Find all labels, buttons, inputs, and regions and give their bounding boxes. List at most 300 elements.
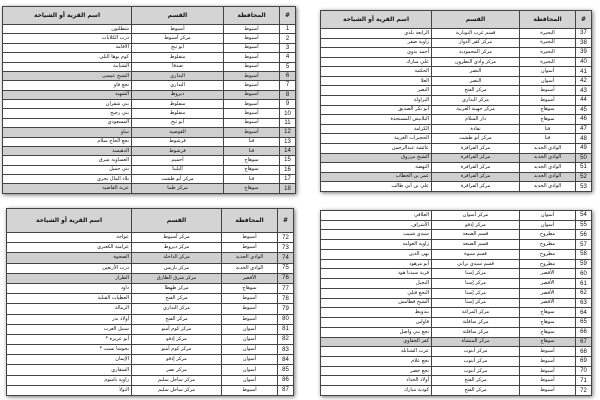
table-row: [321, 76, 592, 86]
table-row: [3, 175, 296, 184]
department-cell: مركز الفرافرة: [432, 153, 520, 163]
village-cell: الصحوة: [7, 253, 132, 263]
row-number: 40: [576, 57, 592, 67]
row-number: 65: [576, 318, 592, 328]
row-number: 75: [278, 263, 294, 273]
table-row: [321, 105, 592, 115]
row-number: 17: [280, 175, 296, 184]
governorate-cell: أسيوط: [520, 86, 576, 96]
table-row: [321, 318, 592, 328]
village-cell: الكرامة: [321, 124, 432, 134]
village-cell: نجع خضر: [321, 366, 432, 376]
governorate-cell: مطروح: [520, 249, 576, 259]
village-cell: الإيمان: [7, 355, 132, 365]
village-cell: عرب الشنابلة: [321, 347, 432, 357]
table-panel-37-53: [320, 10, 592, 192]
department-cell: مركز الداخلة: [132, 253, 222, 263]
table-row: [321, 38, 592, 48]
governorate-cell: سوهاج: [224, 184, 280, 194]
governorate-cell: أسوان: [520, 211, 576, 221]
governorate-cell: الوادي الجديد: [520, 182, 576, 192]
village-cell: عواجة: [7, 233, 132, 243]
village-cell: الدهيسة: [3, 146, 132, 155]
governorate-cell: أسيوط: [520, 96, 576, 106]
department-cell: النصر: [432, 67, 520, 77]
table-row: [7, 345, 294, 355]
villages-table-72-87: [6, 208, 294, 396]
village-cell: العلا: [321, 76, 432, 86]
table-row: [3, 62, 296, 71]
table-row: [3, 25, 296, 34]
governorate-cell: أسيوط: [520, 376, 576, 386]
governorate-cell: مطروح: [520, 259, 576, 269]
village-cell: الحجيرات الغربية: [321, 134, 432, 144]
table-row: [321, 366, 592, 376]
governorate-cell: سوهاج: [224, 156, 280, 165]
table-row: [321, 29, 592, 39]
village-cell: النجع قبلي: [321, 288, 432, 298]
department-cell: مركز ساحل سليم: [132, 375, 222, 385]
governorate-cell: أسيوط: [224, 25, 280, 34]
governorate-cell: أسيوط: [222, 233, 278, 243]
governorate-cell: الوادي الجديد: [222, 253, 278, 263]
village-cell: درب الكلابات: [3, 34, 132, 43]
village-cell: بهى الدين: [321, 249, 432, 259]
col-header-department: القسم: [132, 209, 222, 233]
village-cell: البراولة: [321, 96, 432, 106]
department-cell: مركز طهطا: [132, 283, 222, 293]
row-number: 12: [280, 128, 296, 137]
governorate-cell: أسوان: [222, 324, 278, 334]
table-row: [3, 34, 296, 43]
governorate-cell: أسيوط: [222, 243, 278, 253]
row-number: 18: [280, 184, 296, 194]
table-row: [321, 308, 592, 318]
row-number: 53: [576, 182, 592, 192]
department-cell: أبو تيج: [132, 118, 224, 127]
row-number: 72: [278, 233, 294, 243]
village-cell: الزمالة: [7, 304, 132, 314]
row-number: 47: [576, 124, 592, 134]
village-cell: بني حميل: [3, 165, 132, 174]
village-cell: سيدي شبيب: [321, 230, 432, 240]
village-cell: قاولين: [321, 318, 432, 328]
col-header-village: اسم القرية أو الشياخة: [7, 209, 132, 233]
department-cell: مركز الفرافرة: [432, 143, 520, 153]
village-cell: النجيل: [321, 279, 432, 289]
department-cell: مركز أبنوب: [432, 357, 520, 367]
governorate-cell: أسيوط: [520, 366, 576, 376]
village-cell: الشيخ قطامش: [321, 298, 432, 308]
village-cell: بحوشا نسب *: [7, 345, 132, 355]
governorate-cell: أسوان: [222, 355, 278, 365]
department-cell: مركز إسنا: [432, 298, 520, 308]
department-cell: مركز إدفو: [432, 220, 520, 230]
table-row: [7, 294, 294, 304]
department-cell: مركز وادي النطرون: [432, 57, 520, 67]
table-row: [321, 327, 592, 337]
table-row: [3, 156, 296, 165]
department-cell: النصر: [432, 76, 520, 86]
table-row: [321, 357, 592, 367]
table-row: [3, 146, 296, 155]
table-panel-72-87: [6, 208, 294, 396]
row-number: 68: [576, 347, 592, 357]
table-row: [321, 249, 592, 259]
row-number: 3: [280, 43, 296, 52]
department-cell: مركز الفتح: [432, 86, 520, 96]
governorate-cell: سوهاج: [520, 115, 576, 125]
table-row: [321, 115, 592, 125]
row-number: 42: [576, 76, 592, 86]
table-row: [3, 53, 296, 62]
governorate-cell: سوهاج: [222, 283, 278, 293]
row-number: 62: [576, 288, 592, 298]
governorate-cell: أسوان: [520, 220, 576, 230]
governorate-cell: سوهاج: [520, 105, 576, 115]
governorate-cell: سوهاج: [520, 318, 576, 328]
row-number: 37: [576, 29, 592, 39]
governorate-cell: سوهاج: [520, 337, 576, 347]
table-row: [7, 263, 294, 273]
department-cell: مركز شرق الطارق: [132, 273, 222, 283]
governorate-cell: أسيوط: [224, 71, 280, 80]
villages-table-1-18: [2, 6, 296, 194]
village-cell: العطيات القبلية: [7, 294, 132, 304]
row-number: 51: [576, 163, 592, 173]
department-cell: مركز أسوان: [432, 211, 520, 221]
row-number: 5: [280, 62, 296, 71]
row-number: 69: [576, 357, 592, 367]
table-row: [3, 109, 296, 118]
village-cell: كفر الحقاوي: [321, 337, 432, 347]
village-cell: الرابعة بلدي: [321, 29, 432, 39]
row-number: 15: [280, 156, 296, 165]
governorate-cell: أسيوط: [224, 34, 280, 43]
department-cell: مركز أبنوب: [432, 366, 520, 376]
governorate-cell: سوهاج: [520, 327, 576, 337]
col-header-number: #: [278, 209, 294, 233]
department-cell: مركز إسنا: [432, 288, 520, 298]
table-body: [321, 211, 592, 396]
table-row: [7, 355, 294, 365]
table-row: [3, 90, 296, 99]
department-cell: مركز كفر الدوار: [432, 38, 520, 48]
table-row: [3, 128, 296, 137]
village-cell: الأشراف: [321, 220, 432, 230]
table-body: [321, 29, 592, 192]
governorate-cell: أسيوط: [224, 53, 280, 62]
table-row: [3, 118, 296, 127]
department-cell: مركز المنشأة: [432, 337, 520, 347]
governorate-cell: مطروح: [520, 240, 576, 250]
village-cell: النهضة: [321, 163, 432, 173]
department-cell: ديروط: [132, 90, 224, 99]
village-cell: نجع بني واصل: [321, 327, 432, 337]
department-cell: مركز الفرافرة: [432, 163, 520, 173]
governorate-cell: قنا: [520, 124, 576, 134]
department-cell: مركز البداري: [132, 304, 222, 314]
village-cell: الشيخ مرزوق: [321, 153, 432, 163]
table-row: [3, 100, 296, 109]
row-number: 85: [278, 365, 294, 375]
department-cell: مركز البداري: [432, 96, 520, 106]
department-cell: دار السلام: [432, 115, 520, 125]
department-cell: أسيوط: [132, 25, 224, 34]
row-number: 55: [576, 220, 592, 230]
table-row: [321, 259, 592, 269]
governorate-cell: الوادي الجديد: [520, 172, 576, 182]
department-cell: مركز الفتح: [432, 376, 520, 386]
village-cell: أولاد الحداد: [321, 376, 432, 386]
governorate-cell: أسيوط: [222, 304, 278, 314]
governorate-cell: الأقصر: [520, 288, 576, 298]
table-row: [3, 71, 296, 80]
row-number: 50: [576, 153, 592, 163]
village-cell: الحكمة: [321, 67, 432, 77]
row-number: 67: [576, 337, 592, 347]
village-cell: أبو بكر الصديق: [321, 105, 432, 115]
department-cell: مركز الفتح: [432, 386, 520, 396]
department-cell: مركز أسيوط: [132, 34, 224, 43]
row-number: 7: [280, 81, 296, 90]
governorate-cell: أسيوط: [222, 314, 278, 324]
table-body: [3, 25, 296, 194]
village-cell: عزبة القاضية: [3, 184, 132, 194]
department-cell: مركز الفرافرة: [432, 182, 520, 192]
table-row: [321, 182, 592, 192]
row-number: 48: [576, 134, 592, 144]
table-row: [321, 347, 592, 357]
department-cell: مركز أبو طشت: [132, 175, 224, 184]
village-cell: الشيخ عيسى: [3, 71, 132, 80]
governorate-cell: الوادي الجديد: [222, 263, 278, 273]
governorate-cell: أسوان: [520, 67, 576, 77]
village-cell: السقاري: [7, 365, 132, 375]
table-row: [321, 143, 592, 153]
row-number: 9: [280, 100, 296, 109]
table-row: [321, 220, 592, 230]
table-row: [321, 67, 592, 77]
table-row: [3, 81, 296, 90]
governorate-cell: أسيوط: [224, 43, 280, 52]
table-body: [7, 233, 294, 396]
village-cell: تجع فاو: [3, 81, 132, 90]
row-number: 84: [278, 355, 294, 365]
table-row: [7, 253, 294, 263]
department-cell: البداري: [132, 71, 224, 80]
table-row: [321, 163, 592, 173]
village-cell: بلاد المال بحري: [3, 175, 132, 184]
col-header-department: القسم: [132, 7, 224, 25]
governorate-cell: أسوان: [222, 365, 278, 375]
village-cell: بني شقران: [3, 100, 132, 109]
row-number: 13: [280, 137, 296, 146]
table-row: [321, 298, 592, 308]
row-number: 46: [576, 115, 592, 125]
row-number: 79: [278, 304, 294, 314]
governorate-cell: الأقصر: [520, 269, 576, 279]
table-row: [7, 375, 294, 385]
col-header-governorate: المحافظة: [520, 11, 576, 29]
department-cell: مركز كوم أمبو: [132, 345, 222, 355]
village-cell: عائشة عبدالرحمن: [321, 143, 432, 153]
department-cell: مركز الفرافرة: [432, 172, 520, 182]
row-number: 80: [278, 314, 294, 324]
village-cell: أولاد بدر: [7, 314, 132, 324]
row-number: 14: [280, 146, 296, 155]
department-cell: مركز إدفو: [132, 334, 222, 344]
table-row: [7, 233, 294, 243]
row-number: 74: [278, 253, 294, 263]
village-cell: بندويط: [321, 308, 432, 318]
village-cell: كوم بوها البلي: [3, 53, 132, 62]
village-cell: نجع الحاج سلام: [3, 137, 132, 146]
department-cell: مركز المراغة: [432, 308, 520, 318]
table-row: [321, 279, 592, 289]
village-cell: أبو مرهود: [321, 259, 432, 269]
table-row: [321, 230, 592, 240]
row-number: 56: [576, 230, 592, 240]
governorate-cell: أسيوط: [224, 81, 280, 90]
row-number: 83: [278, 345, 294, 355]
governorate-cell: أسيوط: [224, 90, 280, 99]
village-cell: كودية مبارك: [321, 386, 432, 396]
governorate-cell: البحيرة: [520, 38, 576, 48]
governorate-cell: أسيوط: [224, 100, 280, 109]
col-header-governorate: المحافظة: [222, 209, 278, 233]
table-row: [7, 304, 294, 314]
table-row: [3, 43, 296, 52]
governorate-cell: أسيوط: [224, 109, 280, 118]
table-row: [321, 96, 592, 106]
department-cell: أخميم: [132, 156, 224, 165]
col-header-village: اسم القرية أو الشياخة: [321, 11, 432, 29]
row-number: 54: [576, 211, 592, 221]
department-cell: مركز ساحل سليم: [132, 385, 222, 395]
department-cell: مركز طما: [132, 184, 224, 194]
governorate-cell: البحيرة: [520, 48, 576, 58]
table-panel-54-72: [320, 210, 592, 396]
governorate-cell: قنا: [224, 137, 280, 146]
department-cell: فرشوط: [132, 137, 224, 146]
governorate-cell: قنا: [224, 146, 280, 155]
village-cell: زاوية العوامة: [321, 240, 432, 250]
table-row: [321, 48, 592, 58]
row-number: 71: [576, 376, 592, 386]
col-header-number: #: [576, 11, 592, 29]
row-number: 70: [576, 366, 592, 376]
department-cell: نقادة: [432, 124, 520, 134]
department-cell: البلينا: [132, 165, 224, 174]
governorate-cell: أسوان: [222, 345, 278, 355]
governorate-cell: قنا: [224, 175, 280, 184]
table-row: [7, 273, 294, 283]
row-number: 82: [278, 334, 294, 344]
row-number: 76: [278, 273, 294, 283]
department-cell: قسم سيوة: [432, 249, 520, 259]
village-cell: شطلتون: [3, 25, 132, 34]
governorate-cell: سوهاج: [520, 308, 576, 318]
governorate-cell: الأقصر: [520, 279, 576, 289]
village-cell: قرية سيدنا هود: [321, 269, 432, 279]
governorate-cell: أسيوط: [520, 357, 576, 367]
village-cell: الاقامة: [3, 43, 132, 52]
row-number: 41: [576, 67, 592, 77]
department-cell: صدفا: [132, 62, 224, 71]
department-cell: مركز أبنوب: [432, 347, 520, 357]
row-number: 60: [576, 269, 592, 279]
row-number: 58: [576, 249, 592, 259]
village-cell: المسعودي: [3, 118, 132, 127]
governorate-cell: أسيوط: [222, 294, 278, 304]
village-cell: علي بن أبي طالب: [321, 182, 432, 192]
row-number: 10: [280, 109, 296, 118]
department-cell: مركز نصر: [132, 365, 222, 375]
governorate-cell: أسيوط: [520, 386, 576, 396]
village-cell: ساو: [3, 128, 132, 137]
row-number: 57: [576, 240, 592, 250]
row-number: 2: [280, 34, 296, 43]
governorate-cell: أسيوط: [222, 385, 278, 395]
table-row: [321, 153, 592, 163]
village-cell: أحمد بدوي: [321, 48, 432, 58]
department-cell: القوصية: [132, 128, 224, 137]
row-number: 52: [576, 172, 592, 182]
department-cell: أبو تيج: [132, 43, 224, 52]
row-number: 45: [576, 105, 592, 115]
governorate-cell: أسوان: [222, 334, 278, 344]
table-row: [321, 337, 592, 347]
village-cell: علي مبارك: [321, 57, 432, 67]
row-number: 38: [576, 38, 592, 48]
governorate-cell: أسيوط: [224, 62, 280, 71]
governorate-cell: أسوان: [520, 76, 576, 86]
col-header-governorate: المحافظة: [224, 7, 280, 25]
row-number: 87: [278, 385, 294, 395]
col-header-number: #: [280, 7, 296, 25]
row-number: 63: [576, 298, 592, 308]
governorate-cell: أسيوط: [520, 347, 576, 357]
village-cell: زاوية باسوم: [7, 375, 132, 385]
col-header-department: القسم: [432, 11, 520, 29]
table-row: [321, 211, 592, 221]
table-row: [7, 324, 294, 334]
row-number: 59: [576, 259, 592, 269]
village-cell: عمر بن الخطاب: [321, 172, 432, 182]
table-row: [321, 288, 592, 298]
department-cell: مركز جهينة الغربية: [432, 105, 520, 115]
village-cell: نجع علام: [321, 357, 432, 367]
village-cell: داود: [7, 283, 132, 293]
department-cell: مركز ساقلتة: [432, 327, 520, 337]
department-cell: منفلوط: [132, 53, 224, 62]
row-number: 8: [280, 90, 296, 99]
row-number: 11: [280, 118, 296, 127]
row-number: 43: [576, 86, 592, 96]
department-cell: منفلوط: [132, 100, 224, 109]
row-number: 49: [576, 143, 592, 153]
row-number: 73: [278, 243, 294, 253]
department-cell: مركز أبو طشت: [432, 134, 520, 144]
table-row: [7, 283, 294, 293]
table-row: [321, 386, 592, 396]
village-cell: البلابيش المستجدة: [321, 115, 432, 125]
department-cell: مركز كوم أمبو: [132, 324, 222, 334]
row-number: 1: [280, 25, 296, 34]
department-cell: مركز أسيوط: [132, 233, 222, 243]
row-number: 61: [576, 279, 592, 289]
